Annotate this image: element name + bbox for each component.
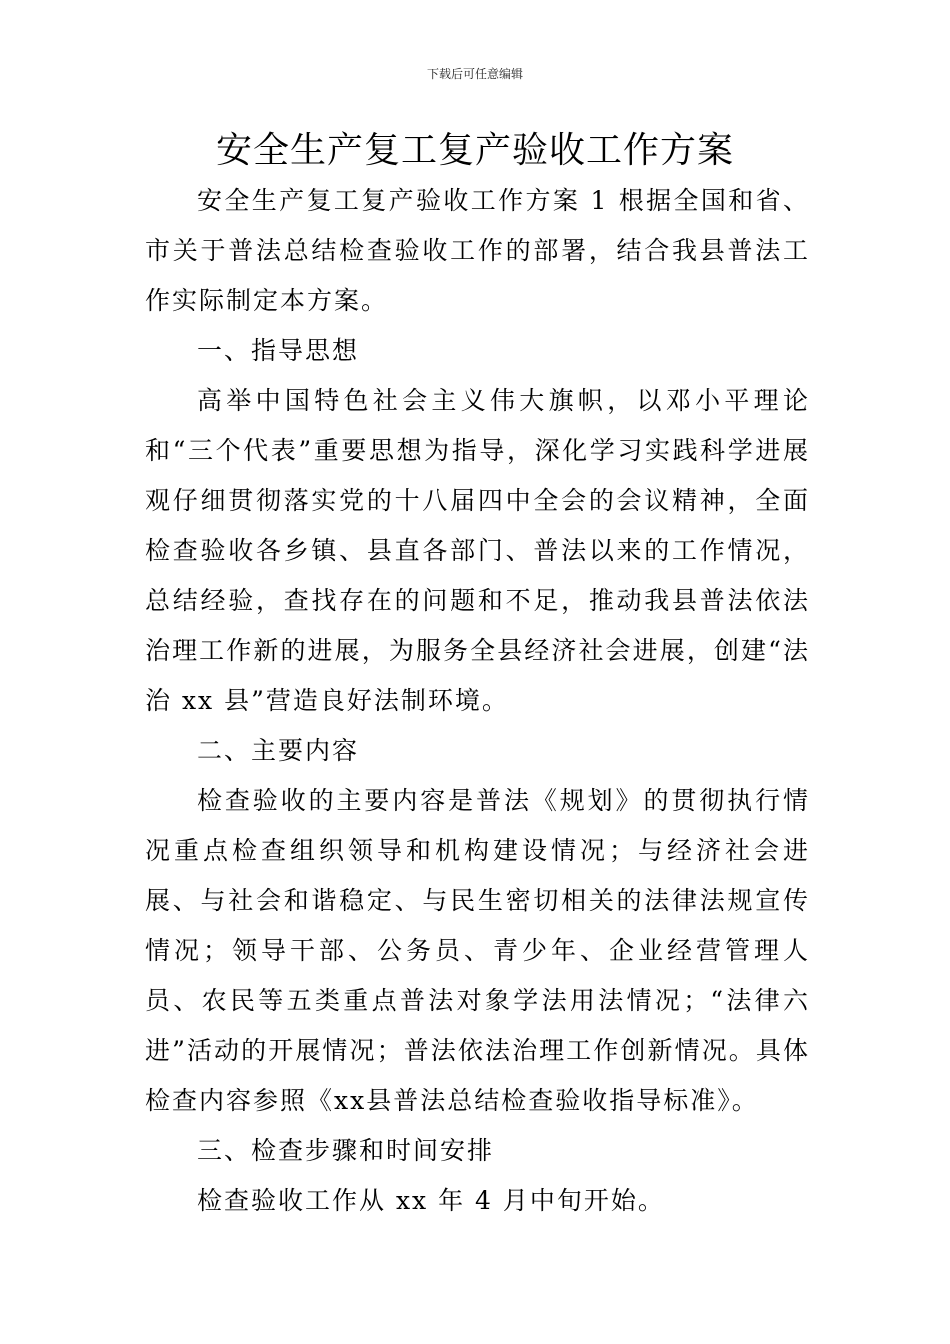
section-heading-steps-schedule: 三、检查步骤和时间安排 [197,1136,495,1165]
document-title: 安全生产复工复产验收工作方案 [215,130,734,171]
paragraph-guiding-ideology: 高举中国特色社会主义伟大旗帜，以邓小平理论和“三个代表”重要思想为指导，深化学习实践科学进展观仔细贯彻落实党的十八届四中全会的会议精神，全面检查验收各乡镇、县直各部门、普法以来的工作情况，总结经验，查找存在的问题和不足，推动我县普法依法治理工作新的进展，为服务全县经济社会进展，创建“法治 xx 县”营造良好法制环境。 [145,386,810,715]
paragraph-main-content: 检查验收的主要内容是普法《规划》的贯彻执行情况重点检查组织领导和机构建设情况；与经济社会进展、与社会和谐稳定、与民生密切相关的法律法规宣传情况；领导干部、公务员、青少年、企业经营管理人员、农民等五类重点普法对象学法用法情况；“法律六进”活动的开展情况；普法依法治理工作创新情况。具体检查内容参照《xx县普法总结检查验收指导标准》。 [145,786,810,1115]
section-heading-main-content: 二、主要内容 [197,736,360,765]
header-note: 下载后可任意编辑 [426,67,523,81]
section-heading-guiding-ideology: 一、指导思想 [197,336,360,365]
paragraph-steps-schedule: 检查验收工作从 xx 年 4 月中旬开始。 [197,1186,665,1215]
paragraph-intro: 安全生产复工复产验收工作方案 1 根据全国和省、市关于普法总结检查验收工作的部署，结合我县普法工作实际制定本方案。 [145,186,810,315]
document-body [145,176,810,1226]
